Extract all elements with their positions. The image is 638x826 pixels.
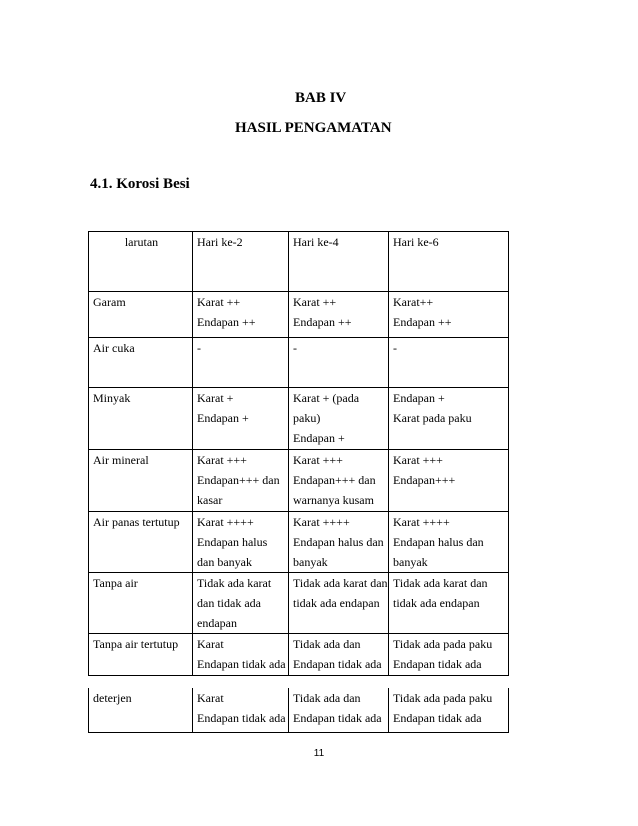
table-header-row: [89, 232, 509, 292]
table-cell: [289, 338, 389, 388]
header-cell-larutan: larutan: [89, 232, 193, 292]
row-label-cell: [89, 292, 193, 338]
cell-line: -: [293, 341, 297, 355]
cell-line: Karat ++++: [393, 515, 450, 529]
cell-line: Endapan tidak ada: [293, 711, 382, 725]
cell-line: deterjen: [93, 691, 132, 705]
table-cell: [389, 388, 509, 450]
cell-line: Endapan+++: [393, 473, 456, 487]
table-row: [89, 573, 509, 634]
cell-line: Karat + (pada: [293, 391, 360, 405]
table-cell: [389, 338, 509, 388]
table-cell: [289, 634, 389, 676]
cell-line: endapan: [197, 616, 237, 630]
cell-line: Air panas tertutup: [93, 515, 180, 529]
page-number: 11: [313, 748, 325, 759]
cell-line: banyak: [393, 555, 428, 569]
table-row: [89, 634, 509, 676]
table-row: [89, 450, 509, 512]
cell-line: Karat +++: [293, 453, 343, 467]
cell-line: Endapan halus dan: [293, 535, 384, 549]
cell-line: Tidak ada dan: [293, 691, 361, 705]
cell-line: Endapan tidak ada: [293, 657, 382, 671]
table-cell: [289, 512, 389, 573]
row-label-cell: [89, 338, 193, 388]
cell-line: dan tidak ada: [197, 596, 261, 610]
cell-line: Endapan ++: [293, 315, 352, 329]
cell-line: Endapan tidak ada: [393, 711, 482, 725]
table-cell: [193, 512, 289, 573]
cell-line: Minyak: [93, 391, 131, 405]
cell-line: Tanpa air tertutup: [93, 637, 179, 651]
row-label-cell: [89, 388, 193, 450]
chapter-title: HASIL PENGAMATAN: [235, 120, 392, 136]
cell-line: Karat +++: [393, 453, 443, 467]
cell-line: Endapan halus: [197, 535, 268, 549]
cell-line: Tidak ada dan: [293, 637, 361, 651]
table-cell: [193, 573, 289, 634]
results-table: [88, 231, 509, 676]
cell-line: Karat ++: [293, 295, 337, 309]
section-title: 4.1. Korosi Besi: [90, 176, 190, 192]
cell-line: Endapan+++ dan: [197, 473, 280, 487]
cell-line: Tidak ada karat dan: [393, 576, 488, 590]
cell-line: Karat pada paku: [393, 411, 472, 425]
row-label-cell: [89, 634, 193, 676]
cell-line: Endapan +: [197, 411, 249, 425]
cell-line: Karat++: [393, 295, 434, 309]
table-row: [89, 388, 509, 450]
table-cell: [289, 388, 389, 450]
header-cell-day-4: Hari ke-4: [289, 232, 389, 292]
table-cell: [193, 388, 289, 450]
cell-line: Karat ++: [197, 295, 241, 309]
header-cell-day-2: Hari ke-2: [193, 232, 289, 292]
table-cell: [193, 634, 289, 676]
row-label-cell: [89, 512, 193, 573]
cell-line: Endapan tidak ada: [197, 657, 286, 671]
row-label-cell: [89, 450, 193, 512]
table-row: [89, 292, 509, 338]
cell-line: Endapan +: [293, 431, 345, 445]
cell-line: Karat +++: [197, 453, 247, 467]
header-cell-day-6: Hari ke-6: [389, 232, 509, 292]
table-cell: [289, 688, 389, 732]
cell-line: dan banyak: [197, 555, 252, 569]
cell-line: warnanya kusam: [293, 493, 374, 507]
cell-line: Karat: [197, 691, 224, 705]
cell-line: Garam: [93, 295, 126, 309]
cell-line: -: [393, 341, 397, 355]
results-table-continued: [88, 688, 509, 733]
table-cell: [389, 450, 509, 512]
cell-line: Endapan ++: [393, 315, 452, 329]
cell-line: Endapan halus dan: [393, 535, 484, 549]
cell-line: Endapan tidak ada: [197, 711, 286, 725]
table-cell: [193, 338, 289, 388]
cell-line: tidak ada endapan: [393, 596, 480, 610]
cell-line: tidak ada endapan: [293, 596, 380, 610]
cell-line: Air cuka: [93, 341, 135, 355]
cell-line: Karat: [197, 637, 224, 651]
cell-line: Tidak ada pada paku: [393, 691, 493, 705]
cell-line: Air mineral: [93, 453, 149, 467]
table-row: [89, 512, 509, 573]
table-cell: [389, 688, 509, 732]
row-label-cell: [89, 688, 193, 732]
cell-line: Karat ++++: [197, 515, 254, 529]
table-cell: [289, 450, 389, 512]
cell-line: Karat ++++: [293, 515, 350, 529]
table-cell: [289, 573, 389, 634]
cell-line: -: [197, 341, 201, 355]
table-row: [89, 688, 509, 732]
table-cell: [193, 688, 289, 732]
cell-line: Tidak ada pada paku: [393, 637, 493, 651]
table-cell: [389, 292, 509, 338]
table-row: [89, 338, 509, 388]
cell-line: banyak: [293, 555, 328, 569]
table-cell: [193, 450, 289, 512]
table-cell: [389, 634, 509, 676]
table-cell: [193, 292, 289, 338]
cell-line: Tanpa air: [93, 576, 138, 590]
table-cell: [389, 512, 509, 573]
cell-line: Tidak ada karat dan: [293, 576, 388, 590]
chapter-number: BAB IV: [295, 90, 347, 106]
cell-line: Endapan ++: [197, 315, 256, 329]
table-cell: [389, 573, 509, 634]
cell-line: kasar: [197, 493, 223, 507]
cell-line: Tidak ada karat: [197, 576, 272, 590]
row-label-cell: [89, 573, 193, 634]
table-cell: [289, 292, 389, 338]
cell-line: Endapan tidak ada: [393, 657, 482, 671]
cell-line: Endapan+++ dan: [293, 473, 376, 487]
cell-line: paku): [293, 411, 321, 425]
cell-line: Endapan +: [393, 391, 445, 405]
cell-line: Karat +: [197, 391, 234, 405]
